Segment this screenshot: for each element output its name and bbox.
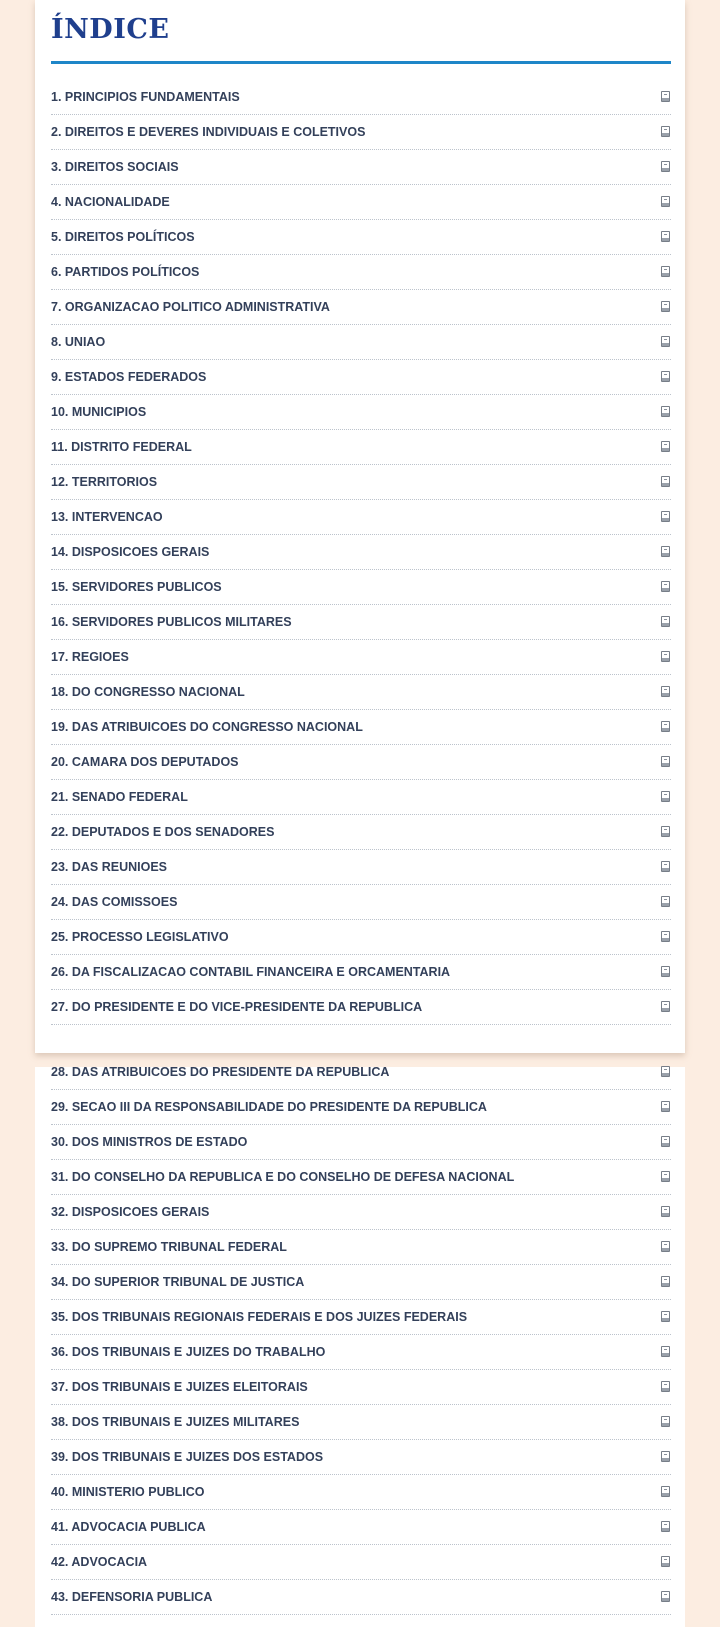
index-item-label: 26. DA FISCALIZACAO CONTABIL FINANCEIRA E ORCAMENTARIA <box>51 965 451 979</box>
document-icon <box>661 791 670 802</box>
index-item[interactable] <box>51 325 671 360</box>
index-card-continued <box>35 1067 685 1627</box>
index-item[interactable] <box>51 955 671 990</box>
index-item-label: 32. DISPOSICOES GERAIS <box>51 1205 210 1219</box>
document-icon <box>661 406 670 417</box>
index-item-label: 42. ADVOCACIA <box>51 1555 148 1569</box>
index-item[interactable] <box>51 920 671 955</box>
index-item[interactable] <box>51 1230 671 1265</box>
document-icon <box>661 1486 670 1497</box>
document-icon <box>661 231 670 242</box>
index-item[interactable] <box>51 1510 671 1545</box>
document-icon <box>661 1346 670 1357</box>
document-icon <box>661 1521 670 1532</box>
document-icon <box>661 301 670 312</box>
index-item[interactable] <box>51 1475 671 1510</box>
index-item-label: 15. SERVIDORES PUBLICOS <box>51 580 222 594</box>
index-item-label: 3. DIREITOS SOCIAIS <box>51 160 179 174</box>
index-list-continued <box>51 1055 671 1615</box>
document-icon <box>661 1311 670 1322</box>
document-icon <box>661 1206 670 1217</box>
index-item-label: 29. SECAO III DA RESPONSABILIDADE DO PRESIDENTE DA REPUBLICA <box>51 1100 487 1114</box>
index-item[interactable] <box>51 990 671 1025</box>
index-item[interactable] <box>51 185 671 220</box>
index-item-label: 6. PARTIDOS POLÍTICOS <box>51 265 200 279</box>
index-item-label: 4. NACIONALIDADE <box>51 195 170 209</box>
index-item[interactable] <box>51 465 671 500</box>
document-icon <box>661 721 670 732</box>
index-item-label: 28. DAS ATRIBUICOES DO PRESIDENTE DA REPUBLICA <box>51 1065 390 1079</box>
index-item-label: 36. DOS TRIBUNAIS E JUIZES DO TRABALHO <box>51 1345 326 1359</box>
index-item[interactable] <box>51 1405 671 1440</box>
document-icon <box>661 1451 670 1462</box>
document-icon <box>661 616 670 627</box>
index-item-label: 18. DO CONGRESSO NACIONAL <box>51 685 245 699</box>
index-item-label: 2. DIREITOS E DEVERES INDIVIDUAIS E COLETIVOS <box>51 125 366 139</box>
document-icon <box>661 546 670 557</box>
index-item-label: 41. ADVOCACIA PUBLICA <box>51 1520 206 1534</box>
index-item[interactable] <box>51 605 671 640</box>
index-item-label: 23. DAS REUNIOES <box>51 860 168 874</box>
document-icon <box>661 1136 670 1147</box>
document-icon <box>661 336 670 347</box>
index-item-label: 9. ESTADOS FEDERADOS <box>51 370 207 384</box>
index-item-label: 19. DAS ATRIBUICOES DO CONGRESSO NACIONAL <box>51 720 363 734</box>
document-icon <box>661 1591 670 1602</box>
document-icon <box>661 1276 670 1287</box>
index-item-label: 13. INTERVENCAO <box>51 510 163 524</box>
index-item[interactable] <box>51 885 671 920</box>
index-item[interactable] <box>51 395 671 430</box>
index-item[interactable] <box>51 1580 671 1615</box>
title-divider <box>51 61 671 64</box>
index-item[interactable] <box>51 815 671 850</box>
index-item-label: 39. DOS TRIBUNAIS E JUIZES DOS ESTADOS <box>51 1450 324 1464</box>
document-icon <box>661 371 670 382</box>
document-icon <box>661 511 670 522</box>
index-item[interactable] <box>51 675 671 710</box>
document-icon <box>661 476 670 487</box>
document-icon <box>661 1066 670 1077</box>
document-icon <box>661 896 670 907</box>
index-item[interactable] <box>51 255 671 290</box>
index-item[interactable] <box>51 1090 671 1125</box>
index-item[interactable] <box>51 710 671 745</box>
index-item[interactable] <box>51 290 671 325</box>
index-item[interactable] <box>51 1300 671 1335</box>
index-item-label: 30. DOS MINISTROS DE ESTADO <box>51 1135 248 1149</box>
index-item-label: 7. ORGANIZACAO POLITICO ADMINISTRATIVA <box>51 300 330 314</box>
document-icon <box>661 1381 670 1392</box>
index-item[interactable] <box>51 1370 671 1405</box>
index-item-label: 8. UNIAO <box>51 335 106 349</box>
index-item[interactable] <box>51 640 671 675</box>
index-item[interactable] <box>51 745 671 780</box>
document-icon <box>661 1101 670 1112</box>
index-item-label: 27. DO PRESIDENTE E DO VICE-PRESIDENTE DA REPUBLICA <box>51 1000 423 1014</box>
index-item[interactable] <box>51 80 671 115</box>
document-icon <box>661 966 670 977</box>
index-item-label: 14. DISPOSICOES GERAIS <box>51 545 210 559</box>
document-icon <box>661 931 670 942</box>
index-item-label: 38. DOS TRIBUNAIS E JUIZES MILITARES <box>51 1415 300 1429</box>
index-item-label: 21. SENADO FEDERAL <box>51 790 188 804</box>
document-icon <box>661 861 670 872</box>
document-icon <box>661 686 670 697</box>
document-icon <box>661 266 670 277</box>
index-item-label: 37. DOS TRIBUNAIS E JUIZES ELEITORAIS <box>51 1380 308 1394</box>
index-item[interactable] <box>51 535 671 570</box>
page-title: ÍNDICE <box>51 14 170 45</box>
document-icon <box>661 161 670 172</box>
index-item-label: 31. DO CONSELHO DA REPUBLICA E DO CONSELHO DE DEFESA NACIONAL <box>51 1170 515 1184</box>
index-item-label: 20. CAMARA DOS DEPUTADOS <box>51 755 239 769</box>
index-list <box>51 80 671 1025</box>
index-item-label: 16. SERVIDORES PUBLICOS MILITARES <box>51 615 292 629</box>
document-icon <box>661 126 670 137</box>
index-item[interactable] <box>51 780 671 815</box>
index-item-label: 34. DO SUPERIOR TRIBUNAL DE JUSTICA <box>51 1275 305 1289</box>
document-icon <box>661 651 670 662</box>
index-item-label: 5. DIREITOS POLÍTICOS <box>51 230 195 244</box>
index-item-label: 43. DEFENSORIA PUBLICA <box>51 1590 213 1604</box>
document-icon <box>661 581 670 592</box>
index-item[interactable] <box>51 1545 671 1580</box>
index-item[interactable] <box>51 1160 671 1195</box>
index-item[interactable] <box>51 850 671 885</box>
index-item[interactable] <box>51 360 671 395</box>
index-item[interactable] <box>51 1440 671 1475</box>
document-icon <box>661 1001 670 1012</box>
index-item-label: 33. DO SUPREMO TRIBUNAL FEDERAL <box>51 1240 287 1254</box>
index-item-label: 40. MINISTERIO PUBLICO <box>51 1485 205 1499</box>
index-item[interactable] <box>51 115 671 150</box>
index-item-label: 11. DISTRITO FEDERAL <box>51 440 192 454</box>
index-item-label: 25. PROCESSO LEGISLATIVO <box>51 930 229 944</box>
index-item-label: 35. DOS TRIBUNAIS REGIONAIS FEDERAIS E DOS JUIZES FEDERAIS <box>51 1310 468 1324</box>
index-item[interactable] <box>51 1195 671 1230</box>
index-item-label: 17. REGIOES <box>51 650 129 664</box>
document-icon <box>661 1416 670 1427</box>
index-item[interactable] <box>51 1055 671 1090</box>
index-item-label: 24. DAS COMISSOES <box>51 895 178 909</box>
index-item[interactable] <box>51 150 671 185</box>
document-icon <box>661 441 670 452</box>
document-icon <box>661 1241 670 1252</box>
index-item-label: 10. MUNICIPIOS <box>51 405 147 419</box>
index-item-label: 22. DEPUTADOS E DOS SENADORES <box>51 825 275 839</box>
index-card <box>35 0 685 1053</box>
document-icon <box>661 826 670 837</box>
index-item[interactable] <box>51 430 671 465</box>
index-item[interactable] <box>51 220 671 255</box>
document-icon <box>661 1556 670 1567</box>
document-icon <box>661 196 670 207</box>
index-item-label: 1. PRINCIPIOS FUNDAMENTAIS <box>51 90 240 104</box>
index-item[interactable] <box>51 1335 671 1370</box>
index-item[interactable] <box>51 1125 671 1160</box>
document-icon <box>661 91 670 102</box>
document-icon <box>661 756 670 767</box>
document-icon <box>661 1171 670 1182</box>
index-item[interactable] <box>51 570 671 605</box>
index-item-label: 12. TERRITORIOS <box>51 475 158 489</box>
index-item[interactable] <box>51 500 671 535</box>
index-item[interactable] <box>51 1265 671 1300</box>
